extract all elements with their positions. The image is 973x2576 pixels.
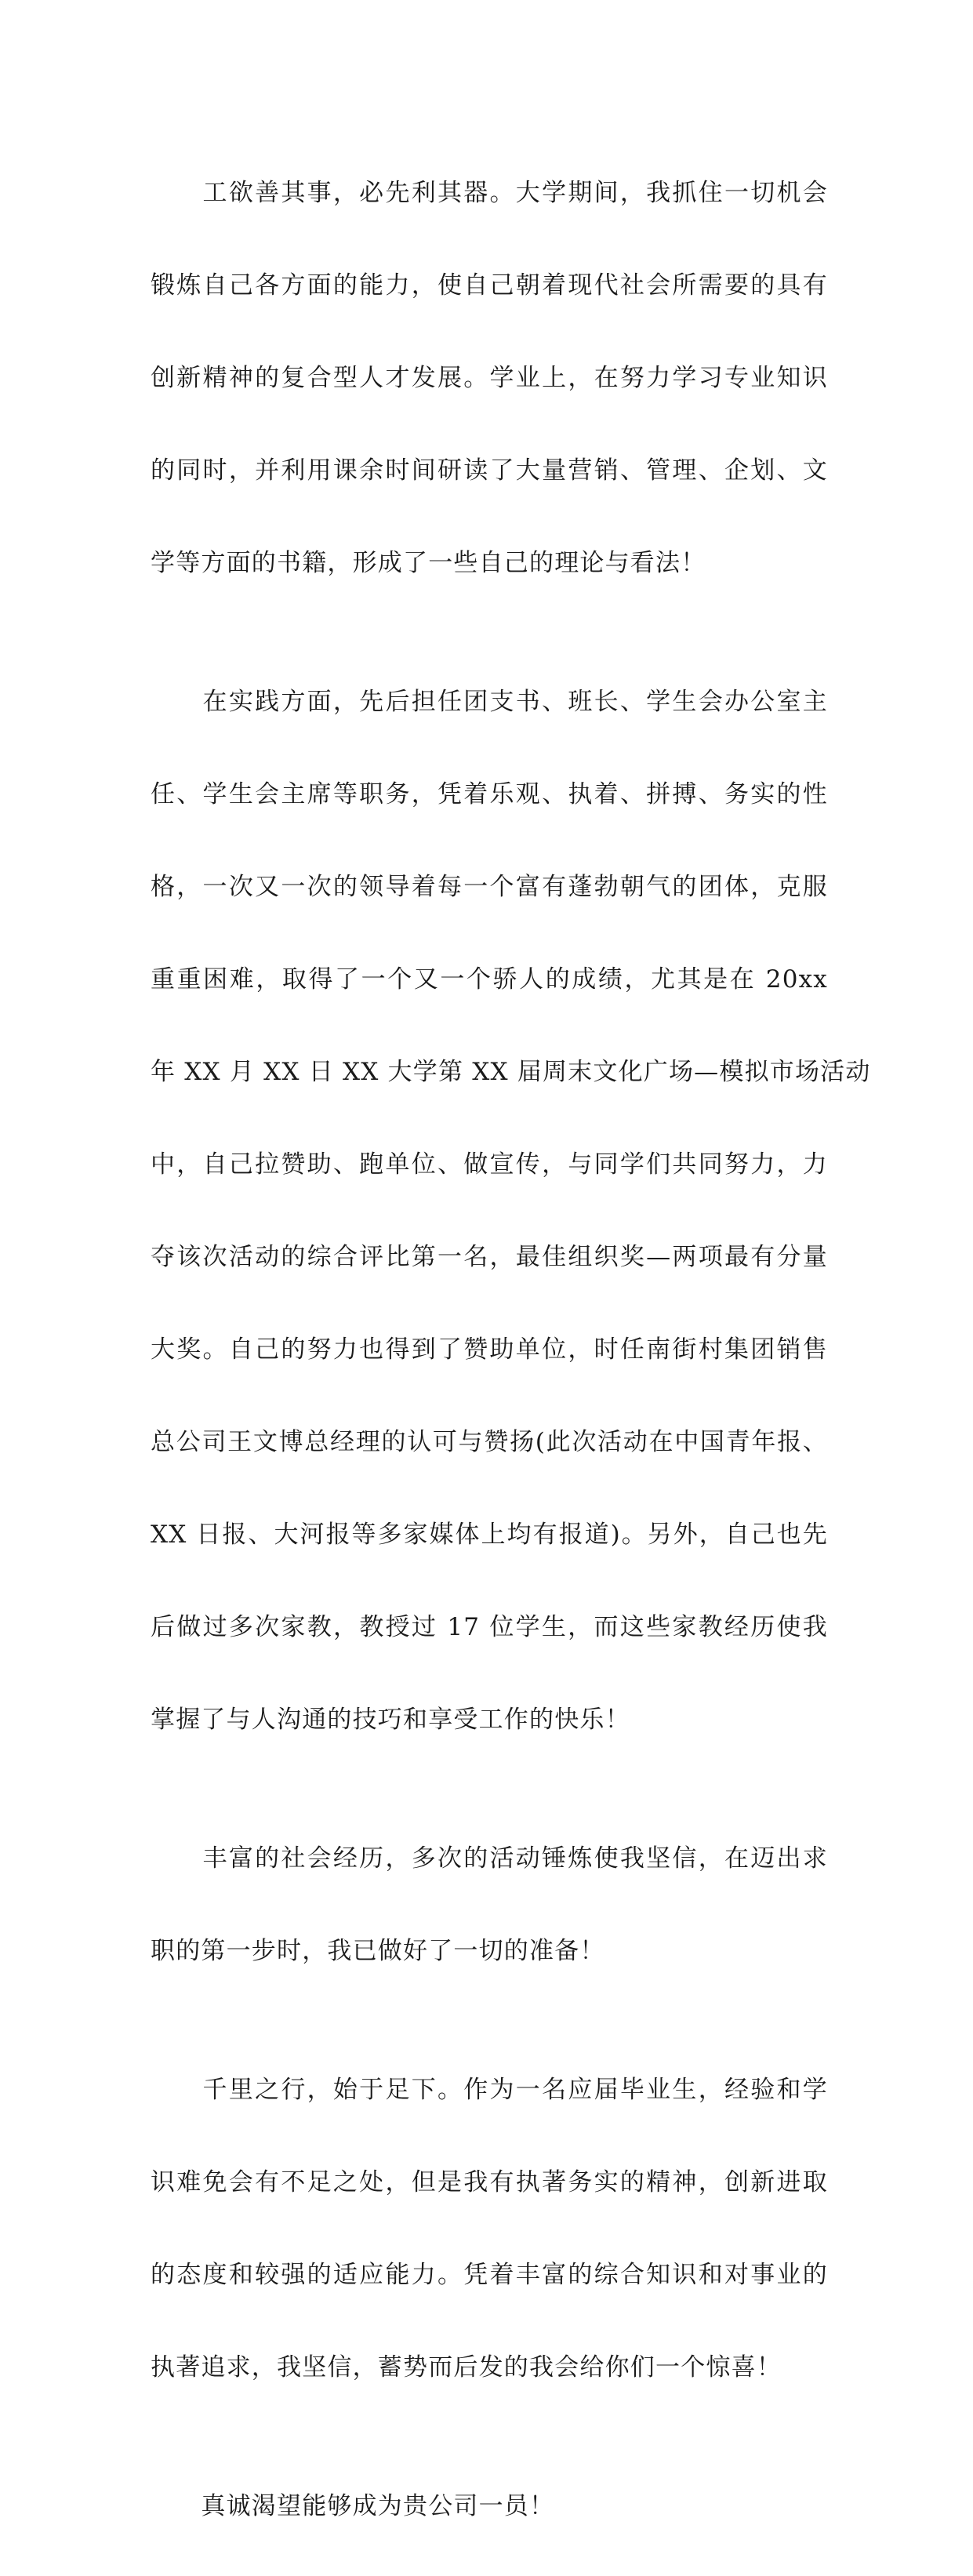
paragraph-experience bbox=[151, 1789, 828, 2021]
text-line: 格，一次又一次的领导着每一个富有蓬勃朝气的团体，克服 bbox=[151, 873, 828, 901]
text-line: 掌握了与人沟通的技巧和享受工作的快乐！ bbox=[151, 1706, 630, 1734]
text-line: 千里之行，始于足下。作为一名应届毕业生，经验和学 bbox=[151, 2076, 828, 2104]
text-line: 的态度和较强的适应能力。凭着丰富的综合知识和对事业的 bbox=[151, 2261, 828, 2289]
text-line: 工欲善其事，必先利其器。大学期间，我抓住一切机会 bbox=[151, 179, 828, 207]
text-line: 执著追求，我坚信，蓄势而后发的我会给你们一个惊喜！ bbox=[151, 2353, 782, 2382]
paragraph-education bbox=[151, 124, 828, 633]
text-line: 夺该次活动的综合评比第一名，最佳组织奖—两项最有分量 bbox=[151, 1243, 828, 1271]
text-line: 年 XX 月 XX 日 XX 大学第 XX 届周末文化广场—模拟市场活动 bbox=[151, 1058, 871, 1086]
text-line: 职的第一步时，我已做好了一切的准备！ bbox=[151, 1937, 605, 1965]
letter-body bbox=[151, 124, 871, 2576]
text-line: 锻炼自己各方面的能力，使自己朝着现代社会所需要的具有 bbox=[151, 271, 828, 300]
text-line: 创新精神的复合型人才发展。学业上，在努力学习专业知识 bbox=[151, 364, 828, 392]
text-line: 真诚渴望能够成为贵公司一员！ bbox=[151, 2492, 555, 2520]
paragraph-practice bbox=[151, 633, 871, 1789]
text-line: 在实践方面，先后担任团支书、班长、学生会办公室主 bbox=[151, 688, 828, 716]
text-line: 重重困难，取得了一个又一个骄人的成绩，尤其是在 20xx bbox=[151, 965, 828, 994]
paragraph-attitude bbox=[151, 2021, 828, 2437]
text-line: 学等方面的书籍，形成了一些自己的理论与看法！ bbox=[151, 549, 706, 577]
text-line: 后做过多次家教，教授过 17 位学生，而这些家教经历使我 bbox=[151, 1613, 828, 1641]
text-line: 总公司王文博总经理的认可与赞扬(此次活动在中国青年报、 bbox=[151, 1428, 828, 1456]
text-line: 任、学生会主席等职务，凭着乐观、执着、拼搏、务实的性 bbox=[151, 780, 828, 808]
text-line: 大奖。自己的努力也得到了赞助单位，时任南街村集团销售 bbox=[151, 1335, 828, 1364]
text-line: 中，自己拉赞助、跑单位、做宣传，与同学们共同努力，力 bbox=[151, 1150, 828, 1179]
paragraph-closing bbox=[151, 2437, 828, 2576]
text-line: 丰富的社会经历，多次的活动锤炼使我坚信，在迈出求 bbox=[151, 1844, 828, 1873]
text-line: 的同时，并利用课余时间研读了大量营销、管理、企划、文 bbox=[151, 456, 828, 485]
text-line: 识难免会有不足之处，但是我有执著务实的精神，创新进取 bbox=[151, 2168, 828, 2196]
text-line: XX 日报、大河报等多家媒体上均有报道)。另外，自己也先 bbox=[151, 1521, 828, 1549]
